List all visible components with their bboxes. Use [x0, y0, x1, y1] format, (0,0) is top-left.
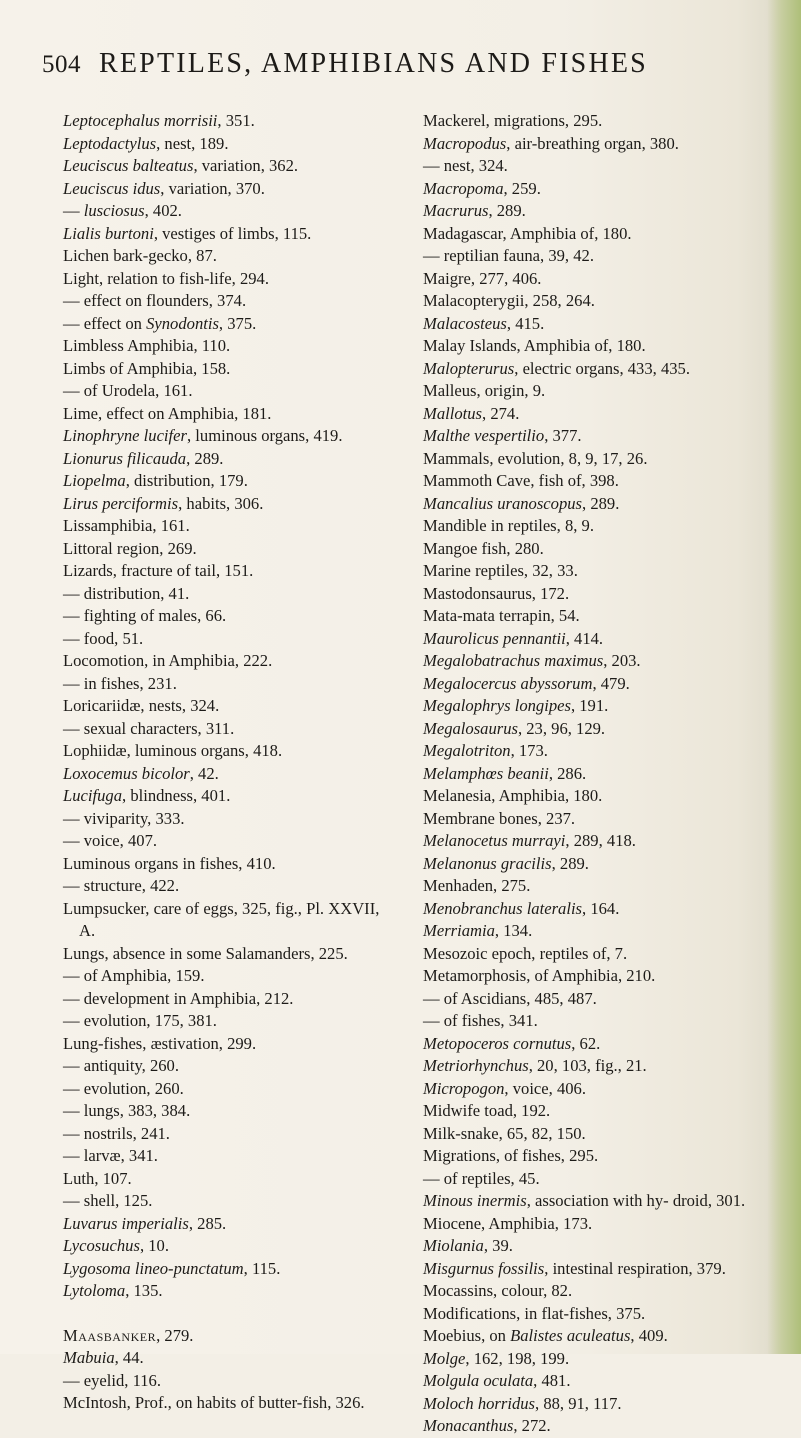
entry-text: , 479. [592, 673, 630, 693]
index-entry [423, 695, 775, 718]
entry-text: Lungs, absence in some Salamanders, 225. [63, 943, 348, 963]
entry-text: , 62. [571, 1033, 601, 1053]
index-entry [63, 830, 383, 853]
entry-text: Milk-snake, 65, 82, 150. [423, 1123, 586, 1143]
entry-taxon: Misgurnus fossilis [423, 1258, 545, 1278]
entry-taxon: Miolania [423, 1236, 484, 1255]
index-entry [63, 335, 383, 358]
entry-text: , 285. [188, 1213, 227, 1233]
entry-taxon: Malopterurus [423, 358, 515, 378]
entry-text: , 481. [533, 1371, 571, 1390]
entry-text: — of reptiles, 45. [423, 1168, 540, 1188]
entry-taxon: Synodontis [146, 313, 219, 333]
entry-text: , 409. [630, 1326, 668, 1345]
entry-taxon: Liopelma [63, 471, 126, 490]
index-entry [63, 358, 383, 381]
entry-text: — nest, 324. [423, 156, 508, 175]
index-entry [423, 673, 775, 696]
index-entry [63, 1100, 383, 1123]
entry-taxon: Monacanthus [423, 1416, 514, 1435]
entry-taxon: Malthe vespertilio [423, 426, 545, 445]
entry-text: , 289, 418. [565, 831, 636, 850]
entry-taxon: Lialis burtoni [63, 223, 154, 243]
entry-text: , 20, 103, fig., 21. [528, 1056, 647, 1075]
entry-text: Mammals, evolution, 8, 9, 17, 26. [423, 448, 648, 468]
entry-taxon: Lycosuchus [63, 1236, 140, 1255]
index-entry [423, 223, 775, 246]
entry-text: — sexual characters, 311. [63, 718, 235, 738]
index-entry [63, 1280, 383, 1303]
index-entry [63, 110, 383, 133]
index-entry [63, 290, 383, 313]
index-entry [423, 245, 775, 268]
entry-text: McIntosh, Prof., on habits of butter-fish, 326. [63, 1393, 365, 1412]
index-entry [423, 380, 775, 403]
entry-text: , distribution, 179. [125, 471, 248, 490]
entry-text: , 164. [582, 898, 620, 918]
index-entry [63, 718, 383, 741]
index-column-right [423, 110, 775, 1438]
index-entry [423, 1123, 775, 1146]
entry-text: — of Urodela, 161. [63, 381, 193, 400]
entry-text: , 135. [125, 1281, 163, 1300]
entry-text: , 10. [139, 1236, 169, 1255]
index-entry [423, 830, 775, 853]
entry-taxon: Moloch horridus [423, 1393, 536, 1413]
index-entry [423, 1055, 775, 1078]
index-entry [423, 1100, 775, 1123]
index-entry [63, 178, 383, 201]
entry-text: — evolution, 260. [63, 1078, 184, 1098]
index-entry [423, 1348, 775, 1371]
entry-heading: Maasbanker [63, 1325, 157, 1345]
index-entry [423, 943, 775, 966]
entry-text: , 203. [603, 651, 641, 670]
index-entry [423, 1145, 775, 1168]
index-entry [423, 560, 775, 583]
entry-text: — distribution, 41. [63, 583, 190, 603]
entry-text: — fighting of males, 66. [63, 606, 227, 625]
entry-text: — shell, 125. [63, 1191, 153, 1210]
entry-text: Lissamphibia, 161. [63, 516, 190, 535]
index-entry [423, 785, 775, 808]
entry-text: Lizards, fracture of tail, 151. [63, 561, 254, 580]
entry-text: , 377. [544, 426, 582, 445]
entry-text: Madagascar, Amphibia of, 180. [423, 223, 632, 243]
index-entry [63, 245, 383, 268]
entry-taxon: Macropodus [423, 133, 507, 153]
entry-text: Metamorphosis, of Amphibia, 210. [423, 966, 656, 985]
entry-text: , 402. [144, 201, 182, 220]
entry-text: , electric organs, 433, 435. [514, 358, 690, 378]
index-entry [63, 875, 383, 898]
index-entry [63, 200, 383, 223]
index-entry [63, 560, 383, 583]
entry-taxon: Metopoceros cornutus [423, 1033, 572, 1053]
entry-taxon: Malacosteus [423, 313, 507, 333]
entry-text: Locomotion, in Amphibia, 222. [63, 651, 273, 670]
index-entry [423, 358, 775, 381]
entry-taxon: Metriorhynchus [423, 1056, 529, 1075]
entry-text: , 162, 198, 199. [465, 1348, 570, 1368]
index-entry [63, 1392, 383, 1415]
index-entry [423, 1010, 775, 1033]
index-entry [423, 1213, 775, 1236]
index-entry [423, 155, 775, 178]
index-entry [63, 448, 383, 471]
index-entry [63, 538, 383, 561]
entry-text: Luth, 107. [63, 1168, 132, 1188]
entry-taxon: lusciosus [83, 201, 145, 220]
index-entry [63, 628, 383, 651]
index-entry [423, 1415, 775, 1438]
entry-taxon: Lygosoma lineo-punctatum [63, 1258, 244, 1278]
entry-text: — of Amphibia, 159. [63, 966, 205, 985]
entry-text: Lophiidæ, luminous organs, 418. [63, 741, 283, 760]
index-entry [63, 425, 383, 448]
entry-text: , 88, 91, 117. [535, 1393, 622, 1413]
entry-taxon: Molgula oculata [423, 1371, 534, 1390]
entry-taxon: Loxocemus bicolor [63, 763, 190, 783]
entry-text: — development in Amphibia, 212. [63, 988, 294, 1008]
entry-taxon: Melanonus gracilis [423, 853, 552, 873]
entry-taxon: Megalobatrachus maximus [423, 651, 604, 670]
entry-taxon: Megalotriton [423, 741, 511, 760]
entry-text: Migrations, of fishes, 295. [423, 1146, 599, 1165]
entry-text: , variation, 370. [160, 178, 265, 198]
entry-text: Modifications, in flat-fishes, 375. [423, 1303, 646, 1323]
index-entry [63, 808, 383, 831]
entry-text: , vestiges of limbs, 115. [153, 223, 312, 243]
entry-text: , 289. [551, 853, 589, 873]
entry-text: Lumpsucker, care of eggs, 325, fig., Pl. XXVII, A. [63, 898, 380, 940]
index-entry [423, 313, 775, 336]
index-entry [423, 1393, 775, 1416]
entry-text: , intestinal respiration, 379. [544, 1258, 726, 1278]
entry-taxon: Macropoma [423, 178, 504, 198]
index-entry [423, 875, 775, 898]
index-entry [423, 1325, 775, 1348]
index-entry [63, 1078, 383, 1101]
entry-text: Maigre, 277, 406. [423, 268, 542, 288]
entry-text: Malacopterygii, 258, 264. [423, 291, 595, 310]
index-entry [423, 583, 775, 606]
index-entry [423, 200, 775, 223]
index-entry [63, 583, 383, 606]
page-header [42, 48, 648, 88]
index-entry [423, 1078, 775, 1101]
entry-text: Membrane bones, 237. [423, 808, 576, 828]
index-entry [423, 650, 775, 673]
entry-text: Luminous organs in fishes, 410. [63, 853, 276, 873]
index-entry [423, 718, 775, 741]
index-entry [423, 920, 775, 943]
entry-text: Lichen bark-gecko, 87. [63, 246, 217, 265]
entry-text: , 115. [243, 1258, 281, 1278]
index-entry [423, 853, 775, 876]
entry-taxon: Luvarus imperialis [63, 1213, 189, 1233]
entry-text: , 351. [217, 111, 255, 130]
index-entry [423, 628, 775, 651]
index-entry [63, 965, 383, 988]
index-entry [423, 1370, 775, 1393]
entry-text: , habits, 306. [178, 493, 264, 513]
entry-text: — lungs, 383, 384. [63, 1101, 191, 1120]
index-entry [63, 785, 383, 808]
entry-taxon: Molge [423, 1348, 466, 1368]
entry-taxon: Melanocetus murrayi [423, 831, 566, 850]
entry-text: Lung-fishes, æstivation, 299. [63, 1033, 257, 1053]
index-entry [63, 515, 383, 538]
running-title: REPTILES, AMPHIBIANS AND FISHES [99, 48, 648, 79]
entry-text: , 286. [548, 763, 587, 783]
index-entry [423, 763, 775, 786]
entry-taxon: Megalocercus abyssorum [423, 673, 593, 693]
index-entry [423, 1280, 775, 1303]
index-entry [63, 695, 383, 718]
index-entry [423, 178, 775, 201]
entry-taxon: Lirus perciformis [63, 493, 179, 513]
entry-taxon: Balistes aculeatus [510, 1326, 631, 1345]
index-entry [63, 1213, 383, 1236]
index-entry [63, 1145, 383, 1168]
entry-text: , nest, 189. [156, 133, 229, 153]
entry-text: , 42. [189, 763, 219, 783]
index-entry [63, 493, 383, 516]
entry-text: Mammoth Cave, fish of, 398. [423, 471, 619, 490]
entry-text: Malleus, origin, 9. [423, 381, 546, 400]
index-entry [63, 133, 383, 156]
index-entry [423, 1303, 775, 1326]
index-entry [423, 268, 775, 291]
index-entry [423, 448, 775, 471]
entry-text: — reptilian fauna, 39, 42. [423, 246, 594, 265]
index-entry [423, 898, 775, 921]
index-entry [63, 1168, 383, 1191]
entry-dash: — [63, 201, 84, 220]
index-entry [423, 403, 775, 426]
entry-text: , variation, 362. [193, 156, 299, 175]
entry-text: , 173. [510, 741, 548, 760]
entry-text: Mandible in reptiles, 8, 9. [423, 516, 594, 535]
entry-text: — voice, 407. [63, 831, 158, 850]
index-entry [423, 133, 775, 156]
index-entry [423, 290, 775, 313]
entry-text: — of fishes, 341. [423, 1011, 538, 1030]
index-entry [63, 470, 383, 493]
entry-text: , 191. [570, 696, 609, 715]
entry-text: , air-breathing organ, 380. [506, 133, 679, 153]
index-entry [63, 650, 383, 673]
entry-taxon: Megalophrys longipes [423, 696, 571, 715]
index-entry [423, 538, 775, 561]
index-entry [63, 1370, 383, 1393]
index-entry [63, 403, 383, 426]
index-entry [423, 740, 775, 763]
index-entry [63, 943, 383, 966]
entry-text: Light, relation to fish-life, 294. [63, 268, 269, 288]
entry-taxon: Lytoloma [63, 1281, 126, 1300]
entry-text: Mata-mata terrapin, 54. [423, 606, 580, 625]
entry-text: , 274. [482, 403, 520, 423]
entry-text: , 279. [156, 1325, 194, 1345]
entry-text: Mastodonsaurus, 172. [423, 583, 570, 603]
entry-text: , 23, 96, 129. [517, 718, 606, 738]
entry-text: — antiquity, 260. [63, 1056, 179, 1075]
entry-text: Miocene, Amphibia, 173. [423, 1213, 593, 1233]
entry-text: Marine reptiles, 32, 33. [423, 561, 578, 580]
index-entry [423, 110, 775, 133]
entry-taxon: Mallotus [423, 403, 483, 423]
index-entry [63, 740, 383, 763]
entry-text: — viviparity, 333. [63, 808, 185, 828]
index-entry [423, 1168, 775, 1191]
index-entry [423, 425, 775, 448]
index-entry [63, 1258, 383, 1281]
entry-text: Limbless Amphibia, 110. [63, 336, 231, 355]
entry-text: — structure, 422. [63, 876, 180, 895]
entry-text: Mesozoic epoch, reptiles of, 7. [423, 943, 628, 963]
index-entry [63, 763, 383, 786]
index-entry [423, 1033, 775, 1056]
entry-taxon: Minous inermis [423, 1191, 527, 1210]
index-entry [423, 808, 775, 831]
entry-taxon: Melamphœs beanii [423, 763, 549, 783]
index-entry [423, 493, 775, 516]
entry-text: Melanesia, Amphibia, 180. [423, 786, 603, 805]
page-number: 504 [42, 51, 81, 78]
index-entry [63, 1010, 383, 1033]
entry-text: — effect on flounders, 374. [63, 291, 247, 310]
entry-text: Mocassins, colour, 82. [423, 1281, 573, 1300]
index-entry [63, 313, 383, 336]
entry-taxon: Menobranchus lateralis [423, 898, 583, 918]
index-entry [423, 515, 775, 538]
entry-taxon: Merriamia [423, 921, 495, 940]
index-entry [63, 1347, 383, 1370]
entry-taxon: Lucifuga [63, 786, 123, 805]
entry-text: , 259. [503, 178, 541, 198]
entry-text: , 39. [483, 1236, 513, 1255]
entry-text: Limbs of Amphibia, 158. [63, 358, 231, 378]
entry-text: , 44. [114, 1348, 144, 1367]
entry-text: — food, 51. [63, 628, 144, 648]
entry-text: , 375. [218, 313, 257, 333]
entry-text: Menhaden, 275. [423, 876, 531, 895]
entry-text: , voice, 406. [504, 1078, 586, 1098]
index-entry [63, 155, 383, 178]
entry-taxon: Mabuia [63, 1348, 115, 1367]
entry-taxon: Macrurus [423, 201, 489, 220]
entry-text: Malay Islands, Amphibia of, 180. [423, 336, 646, 355]
entry-text: — larvæ, 341. [63, 1146, 158, 1165]
entry-taxon: Lionurus filicauda [63, 448, 187, 468]
entry-taxon: Leptocephalus morrisii [63, 111, 218, 130]
entry-text: , 415. [506, 313, 545, 333]
entry-text: , 289. [582, 493, 620, 513]
index-entry [423, 605, 775, 628]
entry-taxon: Linophryne lucifer [63, 426, 187, 445]
index-entry [63, 380, 383, 403]
index-entry [63, 1123, 383, 1146]
entry-text: , 134. [494, 921, 533, 940]
index-column-left [63, 110, 383, 1415]
index-entry [423, 1235, 775, 1258]
entry-text: — evolution, 175, 381. [63, 1011, 217, 1030]
index-entry [63, 1235, 383, 1258]
index-entry [63, 1190, 383, 1213]
entry-taxon: Leuciscus idus [63, 178, 161, 198]
entry-text: , 414. [565, 628, 604, 648]
entry-text: Loricariidæ, nests, 324. [63, 696, 220, 715]
entry-text: , blindness, 401. [122, 786, 231, 805]
index-entry [423, 1258, 775, 1281]
entry-text: — in fishes, 231. [63, 673, 177, 693]
entry-text: — eyelid, 116. [63, 1370, 162, 1390]
index-entry [423, 1190, 775, 1213]
index-entry [63, 853, 383, 876]
index-entry [63, 673, 383, 696]
index-entry [63, 605, 383, 628]
entry-taxon: Leuciscus balteatus [63, 156, 194, 175]
entry-text: , association with hy- droid, 301. [526, 1191, 746, 1210]
entry-text: Lime, effect on Amphibia, 181. [63, 403, 272, 423]
entry-text: — of Ascidians, 485, 487. [423, 988, 597, 1008]
index-entry [63, 898, 383, 943]
entry-text: , 289. [488, 201, 526, 220]
entry-text: Mackerel, migrations, 295. [423, 111, 603, 130]
entry-taxon: Maurolicus pennantii [423, 628, 566, 648]
entry-text: , 272. [513, 1416, 551, 1435]
entry-taxon: Mancalius uranoscopus [423, 493, 583, 513]
entry-text: Mangoe fish, 280. [423, 538, 544, 558]
index-entry [63, 1033, 383, 1056]
entry-text: Moebius, on [423, 1326, 511, 1345]
index-entry [63, 268, 383, 291]
index-entry [63, 988, 383, 1011]
index-entry [423, 335, 775, 358]
entry-text: Littoral region, 269. [63, 538, 197, 558]
entry-text: , 289. [186, 448, 224, 468]
entry-text: — nostrils, 241. [63, 1123, 170, 1143]
index-entry [423, 470, 775, 493]
entry-taxon: Micropogon [423, 1078, 505, 1098]
index-entry [423, 988, 775, 1011]
entry-text: , luminous organs, 419. [186, 426, 343, 445]
entry-text: — effect on [63, 313, 147, 333]
index-entry [63, 223, 383, 246]
entry-taxon: Megalosaurus [423, 718, 518, 738]
entry-text: Midwife toad, 192. [423, 1101, 551, 1120]
entry-taxon: Leptodactylus [63, 133, 157, 153]
index-entry [423, 965, 775, 988]
index-entry [63, 1055, 383, 1078]
index-entry [63, 1325, 383, 1348]
